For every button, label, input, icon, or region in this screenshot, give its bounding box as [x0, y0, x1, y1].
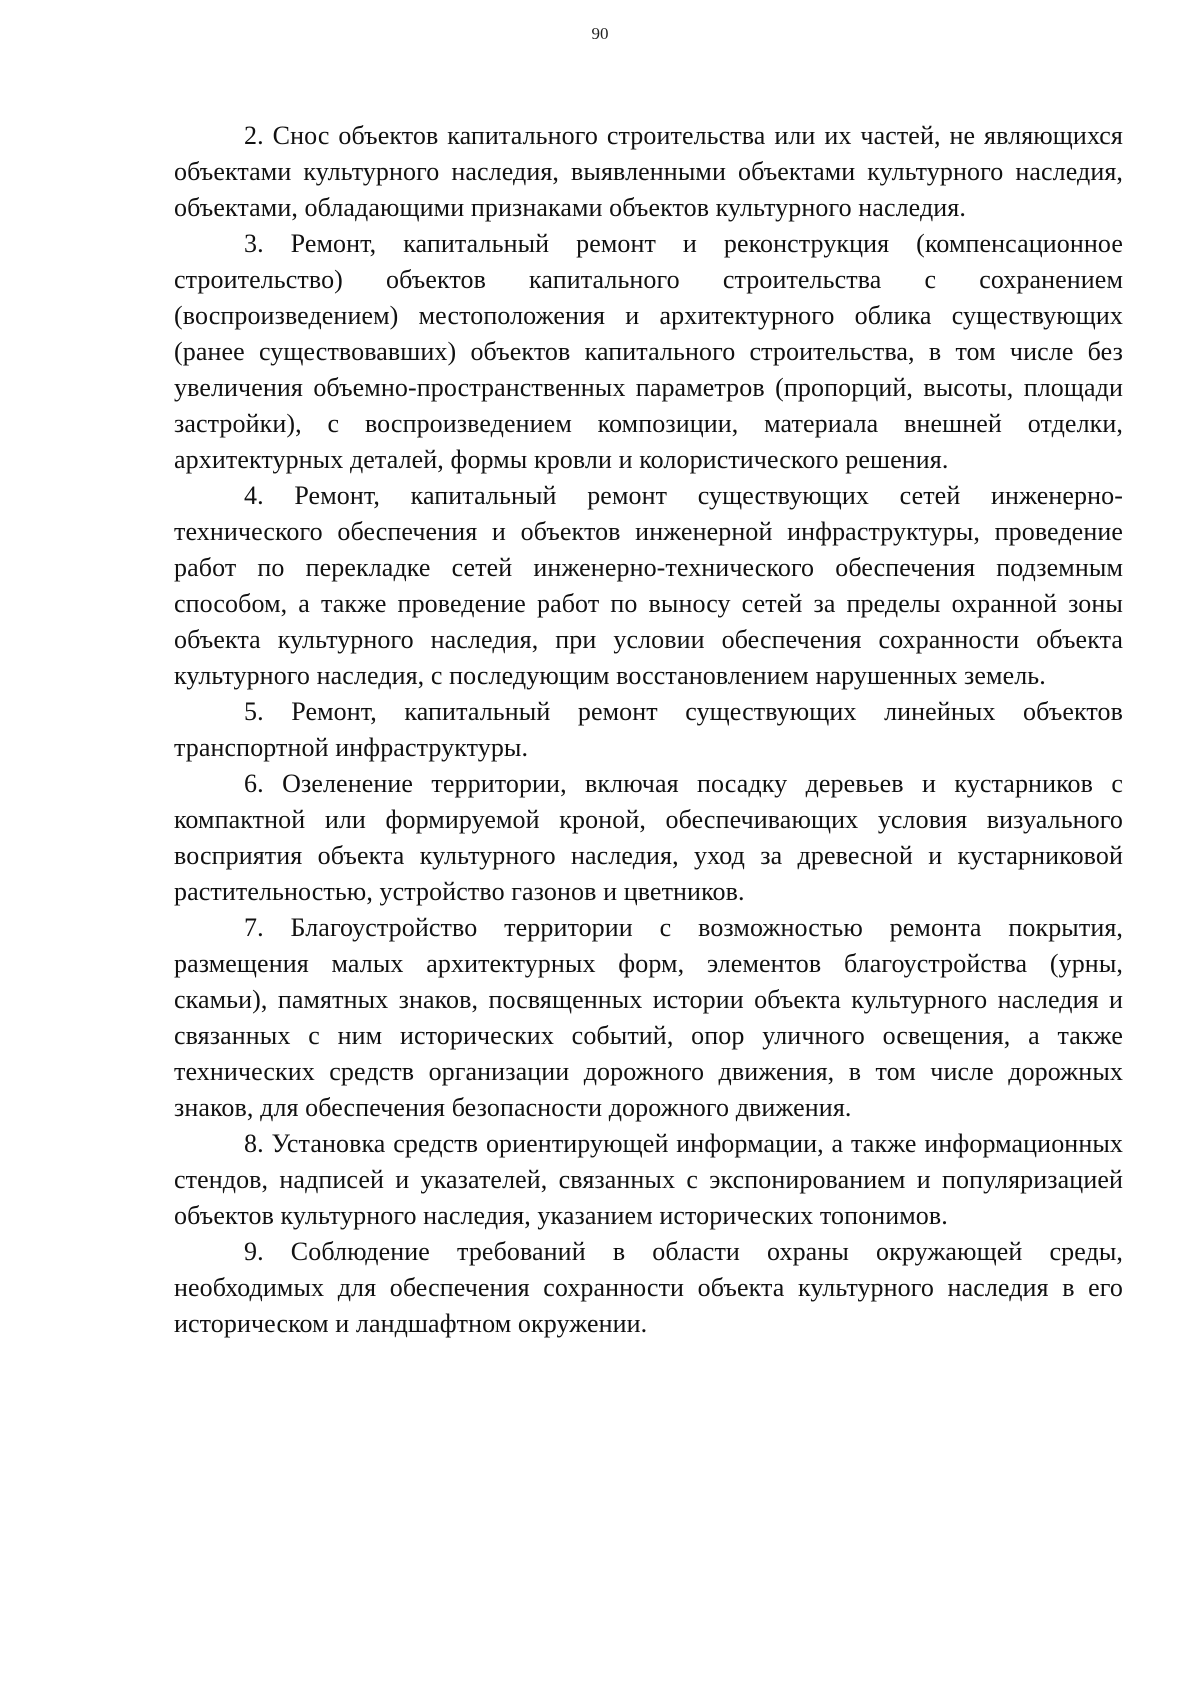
page-number: 90 [591, 24, 609, 43]
paragraph-item-2: 2. Снос объектов капитального строительства или их частей, не являющихся объектами культурного наследия, выявленными объектами культурного наследия, объектами, обладающими признаками объектов культурного наследия. [174, 121, 1123, 222]
paragraph-item-8: 8. Установка средств ориентирующей информации, а также информационных стендов, надписей и указателей, связанных с экспонированием и популяризацией объектов культурного наследия, указанием исторических топонимов. [174, 1129, 1123, 1230]
paragraph-item-3: 3. Ремонт, капитальный ремонт и реконструкция (компенсационное строительство) объектов капитального строительства с сохранением (воспроизведением) местоположения и архитектурного облика существующих (ранее существовавших) объектов капитального строительства, в том числе без увеличения объемно-пространственных параметров (пропорций, высоты, площади застройки), с воспроизведением композиции, материала внешней отделки, архитектурных деталей, формы кровли и колористического решения. [174, 229, 1123, 474]
document-body [174, 118, 1123, 1342]
paragraph-item-4: 4. Ремонт, капитальный ремонт существующих сетей инженерно-технического обеспечения и объектов инженерной инфраструктуры, проведение работ по перекладке сетей инженерно-технического обеспечения подземным способом, а также проведение работ по выносу сетей за пределы охранной зоны объекта культурного наследия, при условии обеспечения сохранности объекта культурного наследия, с последующим восстановлением нарушенных земель. [174, 481, 1123, 690]
paragraph-item-5: 5. Ремонт, капитальный ремонт существующих линейных объектов транспортной инфраструктуры. [174, 697, 1123, 762]
paragraph-item-9: 9. Соблюдение требований в области охраны окружающей среды, необходимых для обеспечения сохранности объекта культурного наследия в его историческом и ландшафтном окружении. [174, 1237, 1123, 1338]
paragraph-item-6: 6. Озеленение территории, включая посадку деревьев и кустарников с компактной или формируемой кроной, обеспечивающих условия визуального восприятия объекта культурного наследия, уход за древесной и кустарниковой растительностью, устройство газонов и цветников. [174, 769, 1123, 906]
paragraph-item-7: 7. Благоустройство территории с возможностью ремонта покрытия, размещения малых архитектурных форм, элементов благоустройства (урны, скамьи), памятных знаков, посвященных истории объекта культурного наследия и связанных с ним исторических событий, опор уличного освещения, а также технических средств организации дорожного движения, в том числе дорожных знаков, для обеспечения безопасности дорожного движения. [174, 913, 1123, 1122]
